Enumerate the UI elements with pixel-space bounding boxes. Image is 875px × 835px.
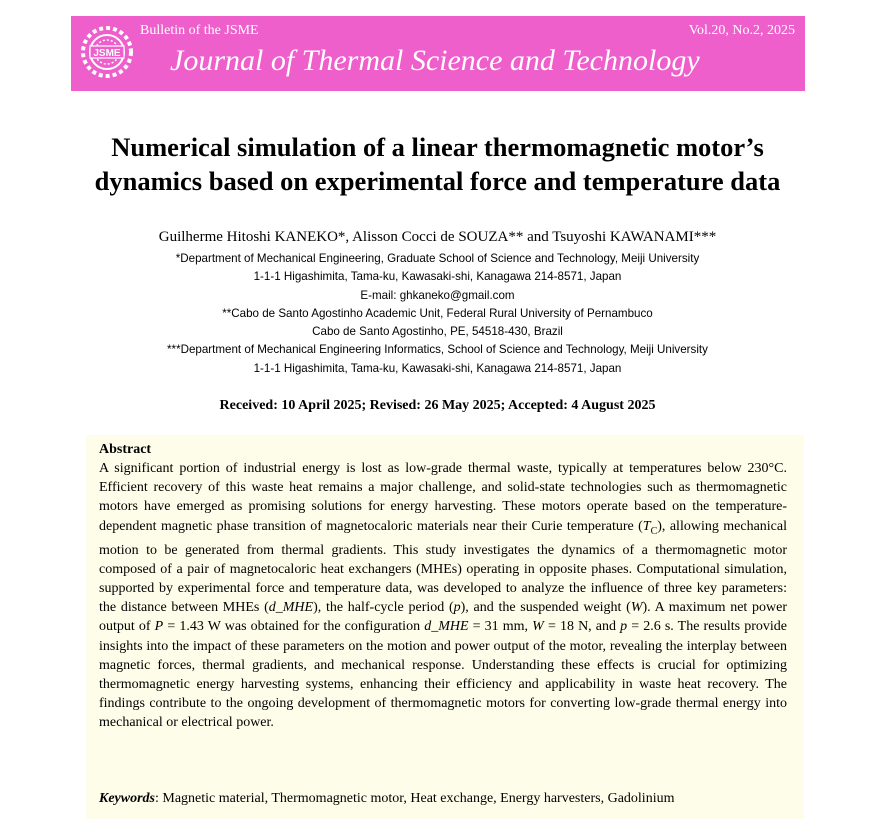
bulletin-label: Bulletin of the JSME <box>140 23 259 38</box>
affiliation-line: ***Department of Mechanical Engineering Informatics, School of Science and Technology, Meiji University <box>167 343 708 357</box>
affiliation-line: 1-1-1 Higashimita, Tama-ku, Kawasaki-shi, Kanagawa 214-8571, Japan <box>253 361 622 375</box>
abstract-section <box>99 441 787 733</box>
submission-dates: Received: 10 April 2025; Revised: 26 May 2025; Accepted: 4 August 2025 <box>219 398 656 413</box>
journal-title: Journal of Thermal Science and Technology <box>170 44 700 77</box>
volume-issue: Vol.20, No.2, 2025 <box>688 23 795 38</box>
journal-banner <box>71 16 805 91</box>
keywords-list: : Magnetic material, Thermomagnetic motor, Heat exchange, Energy harvesters, Gadolinium <box>155 791 675 806</box>
abstract-body: A significant portion of industrial energy is lost as low-grade thermal waste, typically at temperatures below 230°C. Efficient recovery of this waste heat remains a major challenge, and solid-state technologies such as thermomagnetic motors have emerged as promising solutions for energy harvesting. These motors operate based on the temperature-dependent magnetic phase transition of magnetocaloric materials near their Curie temperature $(T_C)$, allowing mechanical motion to be generated from thermal gradients. This study investigates the dynamics of a thermomagnetic motor composed of a pair of magnetocaloric heat exchangers (MHEs) operating in opposite phases. Computational simulation, supported by experimental force and temperature data, was developed to analyze the influence of three key parameters: the distance between MHEs (d_MHE), the half-cycle period (p), and the suspended weight (W). A maximum net power output of P = 1.43 W was obtained for the configuration d_MHE = 31 mm, W = 18 N, and p = 2.6 s. The results provide insights into the impact of these parameters on the motion and power output of the motor, revealing the interplay between magnetic forces, thermal gradients, and mechanical response. Understanding these effects is crucial for optimizing thermomagnetic energy harvesting systems, enhancing their efficiency and applicability in waste heat recovery. The findings contribute to the ongoing development of thermomagnetic motors for converting low-grade thermal energy into mechanical or electrical power. <box>99 461 788 731</box>
abstract-heading: Abstract <box>99 442 152 457</box>
keywords-line <box>99 791 787 807</box>
paper-title <box>0 130 875 198</box>
email-line: E-mail: ghkaneko@gmail.com <box>360 288 515 302</box>
affiliation-line: **Cabo de Santo Agostinho Academic Unit, Federal Rural University of Pernambuco <box>222 306 653 320</box>
jsme-logo-icon <box>81 26 133 78</box>
affiliation-line: Cabo de Santo Agostinho, PE, 54518-430, Brazil <box>312 325 563 339</box>
keywords-label: Keywords <box>99 791 155 806</box>
title-line-1: Numerical simulation of a linear thermomagnetic motor’s <box>111 132 764 162</box>
affiliation-line: 1-1-1 Higashimita, Tama-ku, Kawasaki-shi, Kanagawa 214-8571, Japan <box>253 270 622 284</box>
title-line-2: dynamics based on experimental force and temperature data <box>94 166 781 196</box>
affiliations <box>0 250 875 378</box>
affiliation-line: *Department of Mechanical Engineering, Graduate School of Science and Technology, Meiji University <box>175 252 700 265</box>
author-list: Guilherme Hitoshi KANEKO*, Alisson Cocci de SOUZA** and Tsuyoshi KAWANAMI*** <box>158 229 717 245</box>
logo-text: JSME <box>93 48 121 59</box>
abstract-box <box>86 435 804 819</box>
